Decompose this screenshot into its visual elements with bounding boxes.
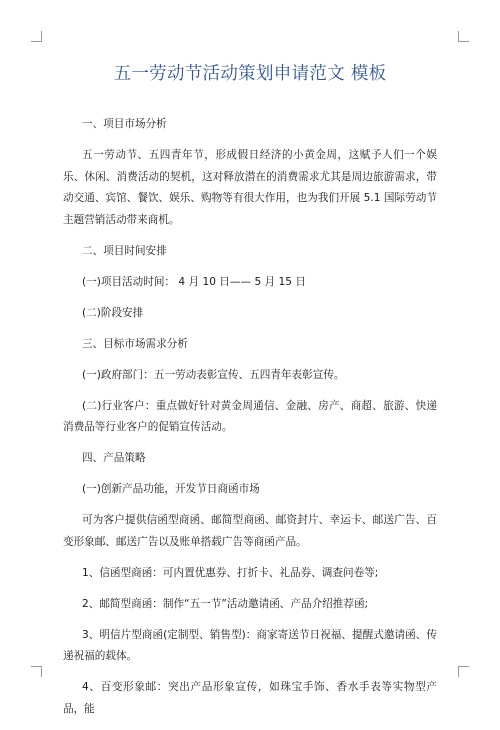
body-paragraph: (二)阶段安排 [82, 306, 144, 319]
section-heading: 二、项目时间安排 [82, 244, 167, 257]
list-item: 3、明信片型商函(定制型、销售型)：商家寄送节日祝福、提醒式邀请函、传递祝福的载体。 [63, 628, 437, 662]
crop-mark-top-right [458, 31, 469, 42]
list-item: 2、邮简型商函：制作“五一节”活动邀请函、产品介绍推荐函; [82, 597, 369, 610]
body-paragraph: (一)政府部门：五一劳动表彰宣传、五四青年表彰宣传。 [82, 368, 345, 381]
body-paragraph: 可为客户提供信函型商函、邮简型商函、邮资封片、幸运卡、邮送广告、百变形象邮、邮送广告以及账单搭载广告等商函产品。 [63, 514, 437, 548]
body-paragraph: (一)项目活动时间： 4 月 10 日—— 5 月 15 日 [82, 275, 306, 288]
body-paragraph: (二)行业客户：重点做好针对黄金周通信、金融、房产、商超、旅游、快递消费品等行业客户的促销宣传活动。 [63, 399, 437, 433]
body-paragraph: (一)创新产品功能，开发节日商函市场 [82, 483, 260, 495]
document-body [63, 114, 437, 730]
crop-mark-top-left [31, 31, 42, 42]
section-heading: 一、项目市场分析 [82, 118, 167, 130]
crop-mark-bottom-left [31, 666, 42, 677]
section-heading: 三、目标市场需求分析 [82, 337, 188, 350]
list-item: 1、信函型商函：可内置优惠券、打折卡、礼品券、调查问卷等; [82, 566, 379, 579]
document-title: 五一劳动节活动策划申请范文 模板 [113, 64, 387, 84]
section-heading: 四、产品策略 [82, 452, 146, 464]
body-paragraph: 五一劳动节、五四青年节，形成假日经济的小黄金周，这赋予人们一个娱乐、休闲、消费活动的契机，这对释放潜在的消费需求尤其是周边旅游需求，带动交通、宾馆、餐饮、娱乐、购物等有很大作用，也为我们开展 5.1 国际劳动节主题营销活动带来商机。 [63, 149, 437, 226]
list-item: 4、百变形象邮：突出产品形象宣传，如珠宝手饰、香水手表等实物型产品，能 [63, 681, 437, 715]
crop-mark-bottom-right [458, 666, 469, 677]
